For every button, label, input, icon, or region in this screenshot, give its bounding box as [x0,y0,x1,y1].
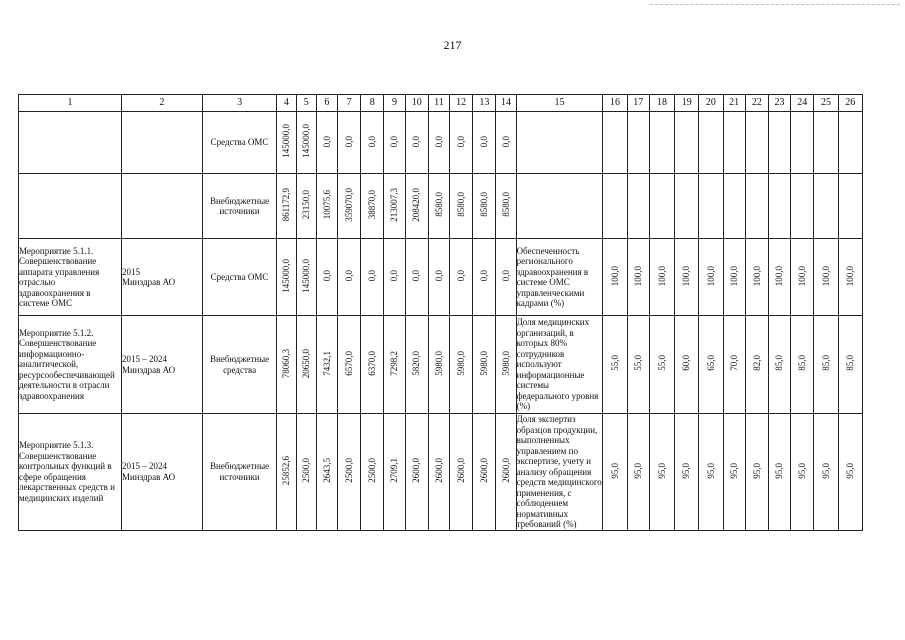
funding-cell-value: 0,0 [500,270,511,282]
funding-cell-value: 5980,0 [455,350,466,376]
target-cell-value: 100,0 [797,265,808,286]
funding-cell-value: 10075,6 [321,190,332,220]
funding-cell-value: 145000,0 [300,258,311,293]
column-header: 5 [296,95,316,112]
funding-cell-value: 7298,2 [389,350,400,376]
target-cell-value: 100,0 [751,265,762,286]
funding-cell-value: 0,0 [411,270,422,282]
funding-cell-value: 23150,0 [300,190,311,220]
funding-cell-value: 2500,0 [300,458,311,483]
funding-cell [296,174,316,239]
target-cell [838,316,862,414]
target-cell [649,414,674,531]
target-cell [603,316,627,414]
target-cell [675,414,699,531]
funding-source-cell: Внебюджетные источники [202,174,277,239]
funding-cell-value: 145000,0 [300,124,311,159]
funding-cell [384,239,405,316]
activity-name-cell: Мероприятие 5.1.2. Совершенствование информационно-аналитической, ресурсообеспечивающей деятельности в отрасли здравоохранения [19,316,122,414]
funding-cell [361,112,384,174]
target-cell [649,174,674,239]
target-cell [768,239,790,316]
target-cell-value: 95,0 [633,462,643,479]
funding-cell-value: 2600,0 [500,458,511,483]
funding-source-cell: Средства ОМС [202,239,277,316]
target-cell-value: 85,0 [820,355,831,372]
target-cell [603,239,627,316]
funding-cell-value: 0,0 [500,135,511,147]
table-row [19,414,863,531]
target-cell-value: 95,0 [820,462,831,479]
target-cell [675,174,699,239]
funding-cell [496,239,516,316]
funding-cell-value: 0,0 [433,135,444,147]
target-cell-value: 85,0 [774,355,785,372]
target-cell-value: 82,0 [751,355,762,372]
column-header: 21 [723,95,745,112]
funding-cell [473,316,496,414]
funding-cell-value: 0,0 [389,270,400,282]
period-text: 2015 – 2024 [121,461,167,472]
column-header: 4 [277,95,296,112]
funding-source-cell: Внебюджетные средства [202,316,277,414]
target-cell [723,414,745,531]
funding-cell-value: 0,0 [455,135,466,147]
column-header: 9 [384,95,405,112]
target-cell-value: 95,0 [751,462,762,479]
funding-cell [337,174,360,239]
target-cell [723,239,745,316]
funding-cell [361,174,384,239]
target-cell [838,174,862,239]
target-cell [768,174,790,239]
funding-cell [384,316,405,414]
table-row [19,316,863,414]
target-cell [791,174,814,239]
funding-cell-value: 8580,0 [500,192,511,218]
funding-cell-value: 2709,1 [389,458,400,483]
target-cell-value: 70,0 [728,355,739,372]
executor-cell [121,414,202,531]
target-cell-value: 95,0 [609,462,620,479]
funding-cell [296,316,316,414]
funding-cell-value: 145000,0 [281,124,292,159]
target-cell [745,112,768,174]
target-cell [627,112,649,174]
target-cell-value: 85,0 [845,355,856,372]
target-cell [603,174,627,239]
executor-text: Минздрав АО [121,277,176,287]
column-header: 6 [316,95,337,112]
target-cell [838,239,862,316]
target-cell [814,112,838,174]
funding-cell [384,414,405,531]
indicator-cell: Обеспеченность регионального здравоохранения в системе ОМС управленческими кадрами (%) [516,239,603,316]
target-cell-value: 95,0 [656,462,667,479]
target-cell [814,174,838,239]
funding-cell-value: 2500,0 [367,458,378,483]
top-edge-line [650,4,900,5]
program-table [18,94,863,531]
funding-cell-value: 6370,0 [367,350,378,376]
target-cell [814,239,838,316]
funding-cell [316,414,337,531]
funding-cell [428,174,449,239]
funding-cell [277,316,296,414]
target-cell [838,112,862,174]
funding-cell [337,316,360,414]
funding-cell [316,174,337,239]
funding-cell [405,239,428,316]
funding-cell [277,414,296,531]
target-cell [675,112,699,174]
target-cell-value: 85,0 [797,355,808,372]
column-header: 13 [473,95,496,112]
funding-cell-value: 5980,0 [500,350,511,376]
funding-cell [428,112,449,174]
target-cell [699,174,723,239]
funding-cell-value: 20650,0 [300,348,311,378]
funding-cell-value: 0,0 [343,270,354,282]
target-cell [745,414,768,531]
funding-source-cell: Средства ОМС [202,112,277,174]
funding-cell-value: 8580,0 [433,192,444,218]
table-row [19,239,863,316]
funding-cell-value: 0,0 [367,270,378,282]
funding-cell-value: 0,0 [479,135,490,147]
executor-text: Минздрав АО [121,471,176,482]
target-cell [627,414,649,531]
funding-cell-value: 0,0 [321,135,332,147]
target-cell [838,414,862,531]
funding-cell [428,414,449,531]
target-cell-value: 95,0 [728,462,739,479]
funding-cell [473,239,496,316]
funding-cell [428,316,449,414]
funding-cell [337,239,360,316]
target-cell-value: 100,0 [681,265,692,286]
target-cell-value: 100,0 [656,265,667,286]
funding-cell [450,174,473,239]
executor-cell [121,239,202,316]
funding-cell-value: 0,0 [343,135,354,147]
target-cell [768,316,790,414]
activity-name-cell [19,174,122,239]
funding-cell-value: 145000,0 [281,258,292,293]
target-cell-value: 95,0 [845,462,856,479]
column-header: 16 [603,95,627,112]
target-cell [791,239,814,316]
column-header: 18 [649,95,674,112]
funding-cell-value: 5980,0 [479,350,490,376]
target-cell [745,174,768,239]
column-header: 17 [627,95,649,112]
column-header: 3 [202,95,277,112]
column-header: 24 [791,95,814,112]
target-cell [723,316,745,414]
funding-cell [450,112,473,174]
funding-cell [496,316,516,414]
target-cell [768,112,790,174]
target-cell [675,239,699,316]
column-header: 12 [450,95,473,112]
target-cell [791,316,814,414]
period-text: 2015 – 2024 [121,354,167,364]
target-cell-value: 100,0 [705,265,716,286]
table-body [19,112,863,531]
funding-cell [384,112,405,174]
funding-cell [450,316,473,414]
target-cell [814,414,838,531]
funding-cell [405,174,428,239]
funding-cell [496,414,516,531]
column-number-row [19,95,863,112]
funding-cell [277,239,296,316]
indicator-cell: Доля медицинских организаций, в которых 80% сотрудников используют информационные системы федерального уровня (%) [516,316,603,414]
funding-cell [450,239,473,316]
funding-cell-value: 2643,5 [321,458,332,483]
funding-cell [405,414,428,531]
funding-cell-value: 0,0 [455,270,466,282]
funding-cell [337,112,360,174]
column-header: 1 [19,95,122,112]
funding-cell-value: 38870,0 [367,190,378,220]
funding-cell [405,112,428,174]
column-header: 8 [361,95,384,112]
target-cell [699,316,723,414]
target-cell [627,316,649,414]
funding-cell-value: 0,0 [389,135,400,147]
executor-cell [121,112,202,174]
funding-cell [473,174,496,239]
funding-cell-value: 8580,0 [455,192,466,218]
column-header: 25 [814,95,838,112]
funding-cell-value: 5820,0 [411,350,422,376]
indicator-cell [516,174,603,239]
funding-cell [296,414,316,531]
funding-cell [296,112,316,174]
target-cell-value: 95,0 [705,462,716,479]
funding-cell-value: 0,0 [367,135,378,147]
target-cell-value: 55,0 [656,355,667,372]
target-cell [603,112,627,174]
target-cell-value: 100,0 [609,265,620,286]
target-cell [699,414,723,531]
column-header: 15 [516,95,603,112]
funding-cell-value: 25852,6 [281,455,292,486]
column-header: 11 [428,95,449,112]
target-cell-value: 95,0 [681,462,692,479]
target-cell-value: 60,0 [681,355,692,372]
funding-cell [473,112,496,174]
funding-cell-value: 2600,0 [433,458,444,483]
target-cell-value: 100,0 [728,265,739,286]
column-header: 2 [121,95,202,112]
table-row [19,112,863,174]
column-header: 14 [496,95,516,112]
column-header: 7 [337,95,360,112]
funding-cell-value: 0,0 [479,270,490,282]
executor-cell [121,174,202,239]
funding-cell-value: 7432,1 [321,350,332,376]
funding-cell [277,174,296,239]
target-cell [745,239,768,316]
page-number: 217 [443,38,462,52]
table-row [19,174,863,239]
funding-cell [361,239,384,316]
funding-cell [316,239,337,316]
column-header: 10 [405,95,428,112]
target-cell [603,414,627,531]
funding-cell [384,174,405,239]
target-cell [791,112,814,174]
funding-cell-value: 213007,3 [389,187,400,222]
target-cell [649,239,674,316]
target-cell [649,316,674,414]
funding-cell [496,112,516,174]
activity-name-cell: Мероприятие 5.1.3. Совершенствование контрольных функций в сфере обращения лекарственных средств и медицинских изделий [19,414,122,531]
target-cell [768,414,790,531]
column-header: 22 [745,95,768,112]
funding-cell-value: 5980,0 [433,350,444,376]
indicator-cell: Доля экспертиз образцов продукции, выполненных управлением по экспертизе, учету и анализу обращения средств медицинского применения, с соблюдением нормативных требований (%) [516,414,602,529]
target-cell [723,112,745,174]
funding-cell-value: 359070,0 [343,187,354,222]
funding-cell-value: 208420,0 [411,187,422,222]
funding-cell [361,316,384,414]
funding-cell [296,239,316,316]
target-cell-value: 65,0 [705,355,716,372]
executor-text: Минздрав АО [121,364,176,375]
target-cell-value: 100,0 [633,265,643,286]
target-cell-value: 100,0 [820,265,831,286]
funding-cell-value: 0,0 [321,270,332,282]
target-cell [699,112,723,174]
column-header: 26 [838,95,862,112]
funding-cell-value: 2500,0 [343,458,354,483]
funding-cell [361,414,384,531]
activity-name-cell: Мероприятие 5.1.1. Совершенствование аппарата управления отраслью здравоохранения в системе ОМС [19,239,122,316]
activity-name-cell [19,112,122,174]
funding-source-cell: Внебюджетные источники [202,414,277,531]
funding-cell [337,414,360,531]
target-cell [699,239,723,316]
target-cell-value: 100,0 [774,265,785,286]
funding-cell-value: 2600,0 [411,458,422,483]
target-cell-value: 100,0 [845,265,856,286]
funding-cell-value: 6570,0 [343,350,354,376]
funding-cell [405,316,428,414]
target-cell [627,239,649,316]
column-header: 20 [699,95,723,112]
funding-cell [450,414,473,531]
funding-cell-value: 2600,0 [479,458,490,483]
funding-cell-value: 861172,9 [281,188,292,222]
funding-cell-value: 0,0 [411,135,422,147]
column-header: 19 [675,95,699,112]
target-cell [675,316,699,414]
funding-cell-value: 78060,3 [281,348,292,378]
funding-cell [316,316,337,414]
executor-cell [121,316,202,414]
target-cell [745,316,768,414]
funding-cell-value: 2600,0 [455,458,466,483]
funding-cell [473,414,496,531]
target-cell [649,112,674,174]
target-cell [814,316,838,414]
funding-cell [277,112,296,174]
funding-cell [428,239,449,316]
funding-cell [496,174,516,239]
target-cell-value: 95,0 [774,462,785,479]
target-cell [791,414,814,531]
target-cell [723,174,745,239]
funding-cell-value: 0,0 [433,270,444,282]
indicator-cell [516,112,603,174]
target-cell-value: 95,0 [797,462,808,479]
target-cell [627,174,649,239]
target-cell-value: 55,0 [633,355,643,372]
target-cell-value: 55,0 [609,355,620,372]
funding-cell [316,112,337,174]
period-text: 2015 [121,266,140,277]
column-header: 23 [768,95,790,112]
funding-cell-value: 8580,0 [479,192,490,218]
